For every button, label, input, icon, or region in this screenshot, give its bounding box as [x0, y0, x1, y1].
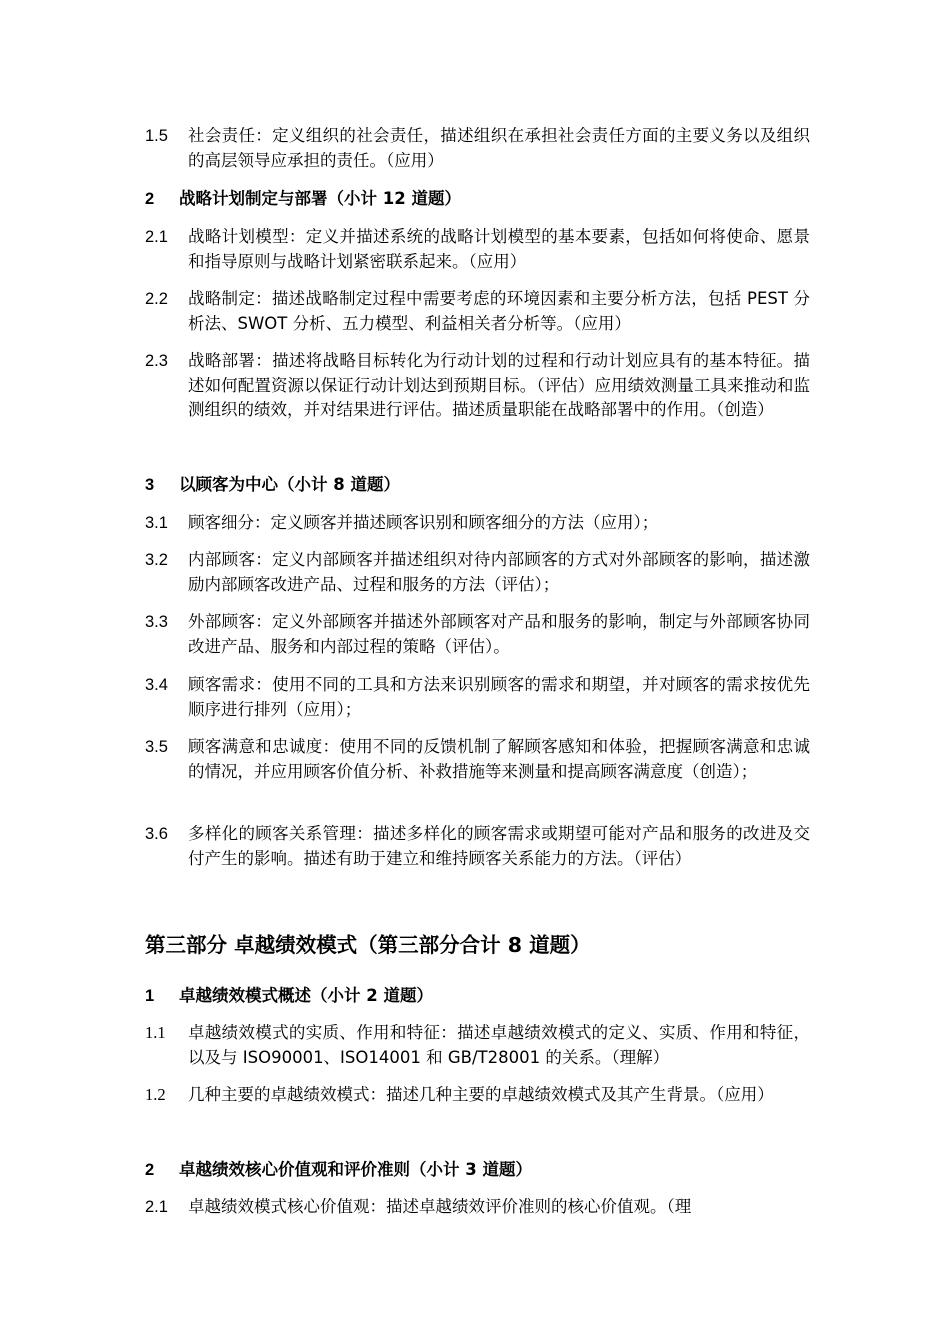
- item-number: 1.2: [145, 1085, 166, 1104]
- item-number: 1.1: [145, 1023, 166, 1042]
- list-item: [145, 610, 810, 659]
- item-text: 社会责任：定义组织的社会责任，描述组织在承担社会责任方面的主要义务以及组织的高层领导应承担的责任。（应用）: [188, 126, 810, 170]
- section-title: 战略计划制定与部署（小计 12 道题）: [179, 189, 461, 208]
- list-item: [145, 548, 810, 597]
- part-title: 第三部分 卓越绩效模式（第三部分合计 8 道题）: [145, 933, 591, 957]
- item-number: 3.3: [145, 613, 168, 631]
- list-item: [145, 1021, 810, 1070]
- item-text: 卓越绩效模式核心价值观：描述卓越绩效评价准则的核心价值观。（理: [188, 1197, 692, 1216]
- list-item: [145, 1195, 810, 1220]
- section-number: 2: [145, 190, 155, 208]
- item-number: 3.1: [145, 514, 168, 532]
- section-title: 卓越绩效核心价值观和评价准则（小计 3 道题）: [179, 1160, 532, 1179]
- item-number: 3.6: [145, 825, 168, 843]
- section-title: 卓越绩效模式概述（小计 2 道题）: [179, 986, 433, 1005]
- item-text: 顾客细分：定义顾客并描述顾客识别和顾客细分的方法（应用）；: [188, 513, 659, 532]
- item-number: 3.4: [145, 676, 168, 694]
- section-heading: [145, 187, 461, 211]
- section-heading: [145, 473, 400, 497]
- item-number: 2.3: [145, 352, 168, 370]
- item-text: 内部顾客：定义内部顾客并描述组织对待内部顾客的方式对外部顾客的影响，描述激励内部顾客改进产品、过程和服务的方法（评估）；: [188, 550, 810, 594]
- item-number: 3.5: [145, 738, 168, 756]
- section-number: 2: [145, 1161, 155, 1179]
- list-item: [145, 124, 810, 173]
- list-item: [145, 511, 810, 536]
- list-item: [145, 822, 810, 871]
- list-item: [145, 673, 810, 722]
- list-item: [145, 287, 810, 336]
- list-item: [145, 735, 810, 784]
- section-title: 以顾客为中心（小计 8 道题）: [179, 475, 400, 494]
- item-text: 战略部署：描述将战略目标转化为行动计划的过程和行动计划应具有的基本特征。描述如何配置资源以保证行动计划达到预期目标。（评估）应用绩效测量工具来推动和监测组织的绩效，并对结果进行评估。描述质量职能在战略部署中的作用。（创造）: [188, 351, 810, 419]
- list-item: [145, 349, 810, 423]
- item-number: 3.2: [145, 551, 168, 569]
- item-text: 多样化的顾客关系管理：描述多样化的顾客需求或期望可能对产品和服务的改进及交付产生的影响。描述有助于建立和维持顾客关系能力的方法。（评估）: [188, 824, 810, 868]
- item-text: 卓越绩效模式的实质、作用和特征：描述卓越绩效模式的定义、实质、作用和特征，以及与 ISO90001、ISO14001 和 GB/T28001 的关系。（理解）: [188, 1023, 810, 1067]
- item-text: 顾客需求：使用不同的工具和方法来识别顾客的需求和期望，并对顾客的需求按优先顺序进行排列（应用）；: [188, 675, 810, 719]
- section-heading: [145, 984, 433, 1008]
- section-heading: [145, 1158, 532, 1182]
- list-item: [145, 225, 810, 274]
- section-number: 3: [145, 476, 155, 494]
- item-number: 2.2: [145, 290, 168, 308]
- item-text: 几种主要的卓越绩效模式：描述几种主要的卓越绩效模式及其产生背景。（应用）: [188, 1085, 774, 1104]
- item-number: 1.5: [145, 127, 168, 145]
- list-item: [145, 1083, 810, 1108]
- section-number: 1: [145, 987, 155, 1005]
- item-text: 战略制定：描述战略制定过程中需要考虑的环境因素和主要分析方法，包括 PEST 分析法、SWOT 分析、五力模型、利益相关者分析等。（应用）: [188, 289, 810, 333]
- item-number: 2.1: [145, 1198, 168, 1216]
- item-text: 顾客满意和忠诚度：使用不同的反馈机制了解顾客感知和体验，把握顾客满意和忠诚的情况，并应用顾客价值分析、补救措施等来测量和提高顾客满意度（创造）；: [188, 737, 810, 781]
- item-text: 战略计划模型：定义并描述系统的战略计划模型的基本要素，包括如何将使命、愿景和指导原则与战略计划紧密联系起来。（应用）: [188, 227, 810, 271]
- item-text: 外部顾客：定义外部顾客并描述外部顾客对产品和服务的影响，制定与外部顾客协同改进产品、服务和内部过程的策略（评估）。: [188, 612, 810, 656]
- item-number: 2.1: [145, 228, 168, 246]
